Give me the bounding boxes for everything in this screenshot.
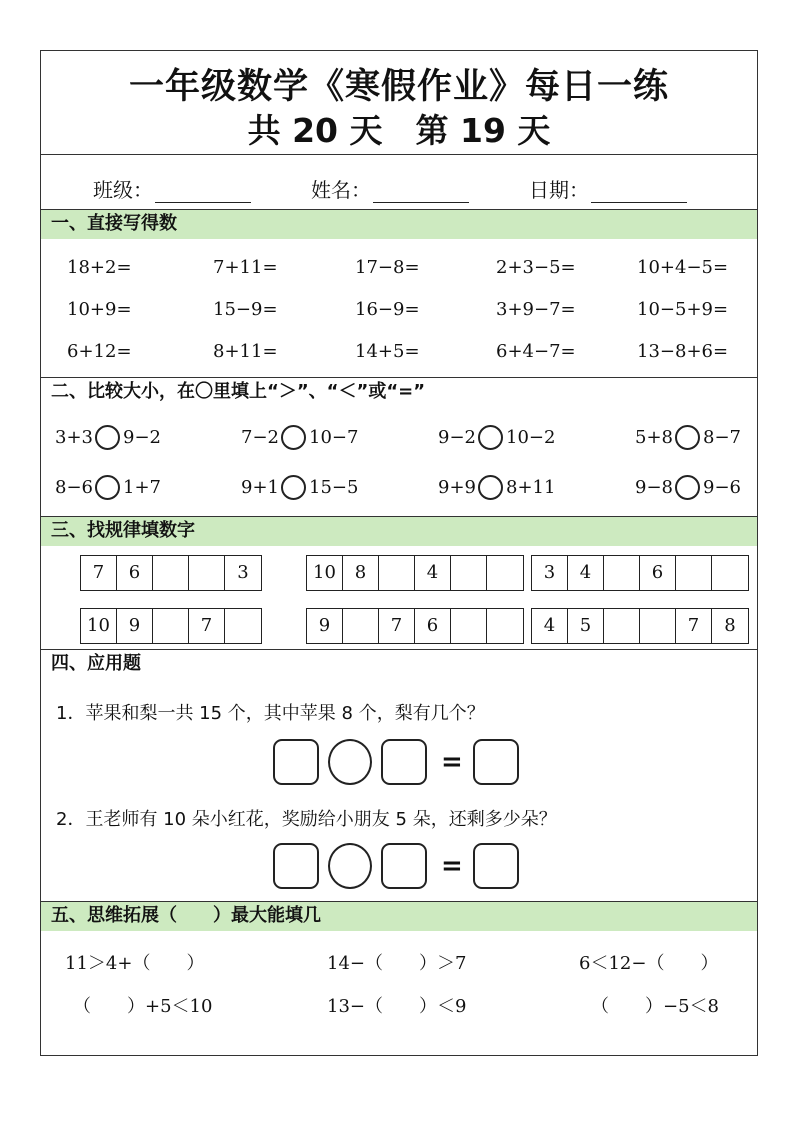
answer-box[interactable] xyxy=(381,843,427,889)
class-field[interactable] xyxy=(93,174,251,203)
section4-heading: 四、应用题 xyxy=(41,649,757,679)
sequence-cell[interactable]: 9 xyxy=(307,609,343,643)
arith-problem: 6+4−7= xyxy=(496,341,576,362)
comparison-right: 8+11 xyxy=(506,477,556,498)
inequality-item: 6＜12−（ ） xyxy=(579,953,719,974)
comparison-left: 9−8 xyxy=(635,477,673,498)
comparison-right: 9−2 xyxy=(123,427,161,448)
section3-heading: 三、找规律填数字 xyxy=(41,516,757,546)
inequality-item: （ ）−5＜8 xyxy=(591,996,719,1017)
sequence-cell[interactable]: 5 xyxy=(568,609,604,643)
worksheet xyxy=(40,50,758,1056)
sequence-cell[interactable] xyxy=(379,556,415,590)
result-box[interactable] xyxy=(473,843,519,889)
word-problem-2: 2．王老师有 10 朵小红花，奖励给小朋友 5 朵，还剩多少朵？ xyxy=(56,809,557,830)
section2-heading: 二、比较大小，在〇里填上“＞”、“＜”或“=” xyxy=(41,377,757,407)
arith-problem: 15−9= xyxy=(213,299,278,320)
name-blank[interactable] xyxy=(373,180,469,203)
result-box[interactable] xyxy=(473,739,519,785)
title-block xyxy=(41,51,757,155)
comparison-right: 1+7 xyxy=(123,477,161,498)
page-subtitle: 共 20 天 第 19 天 xyxy=(247,111,551,150)
number-sequence xyxy=(306,555,524,591)
sequence-cell[interactable] xyxy=(604,556,640,590)
comparison-right: 10−7 xyxy=(309,427,359,448)
comparison-item xyxy=(635,475,741,500)
sequence-cell[interactable] xyxy=(451,609,487,643)
sequence-cell[interactable]: 8 xyxy=(724,615,736,636)
answer-circle[interactable] xyxy=(281,425,306,450)
comparison-left: 9+9 xyxy=(438,477,476,498)
answer-equation-2 xyxy=(273,843,519,889)
comparison-item xyxy=(55,475,161,500)
sequence-cell[interactable] xyxy=(604,609,640,643)
arith-problem: 3+9−7= xyxy=(496,299,576,320)
number-sequence xyxy=(80,555,262,591)
arith-problem: 10+4−5= xyxy=(637,257,729,278)
answer-circle[interactable] xyxy=(675,475,700,500)
sequence-cell[interactable]: 4 xyxy=(532,609,568,643)
equals-sign: = xyxy=(441,851,463,881)
class-label: 班级： xyxy=(93,178,153,202)
inequality-item: 13−（ ）＜9 xyxy=(327,996,467,1017)
answer-equation-1 xyxy=(273,739,519,785)
arith-problem: 16−9= xyxy=(355,299,420,320)
sequence-cell[interactable] xyxy=(225,609,261,643)
sequence-cell[interactable]: 6 xyxy=(117,556,153,590)
sequence-cell[interactable] xyxy=(676,556,712,590)
comparison-left: 5+8 xyxy=(635,427,673,448)
answer-circle[interactable] xyxy=(95,425,120,450)
comparison-right: 9−6 xyxy=(703,477,741,498)
operator-circle[interactable] xyxy=(328,843,372,889)
arith-problem: 8+11= xyxy=(213,341,278,362)
comparison-left: 3+3 xyxy=(55,427,93,448)
name-label: 姓名： xyxy=(311,178,371,202)
arith-problem: 10+9= xyxy=(67,299,132,320)
sequence-cell[interactable] xyxy=(153,609,189,643)
arith-problem: 17−8= xyxy=(355,257,420,278)
sequence-cell[interactable]: 4 xyxy=(415,556,451,590)
sequence-cell[interactable] xyxy=(487,556,523,590)
name-field[interactable] xyxy=(311,174,469,203)
answer-box[interactable] xyxy=(273,843,319,889)
comparison-item xyxy=(438,475,555,500)
sequence-cell[interactable] xyxy=(487,609,523,643)
date-label: 日期： xyxy=(529,178,589,202)
sequence-cell[interactable]: 6 xyxy=(415,609,451,643)
number-sequence xyxy=(80,608,262,644)
sequence-cell[interactable]: 7 xyxy=(81,556,117,590)
answer-circle[interactable] xyxy=(675,425,700,450)
sequence-cell[interactable]: 7 xyxy=(189,609,225,643)
answer-circle[interactable] xyxy=(95,475,120,500)
sequence-cell[interactable] xyxy=(640,609,676,643)
number-sequence xyxy=(306,608,524,644)
sequence-cell[interactable]: 10 xyxy=(307,556,343,590)
class-blank[interactable] xyxy=(155,180,251,203)
comparison-item xyxy=(241,425,358,450)
sequence-cell[interactable] xyxy=(189,556,225,590)
sequence-cell[interactable]: 9 xyxy=(117,609,153,643)
sequence-cell[interactable]: 3 xyxy=(237,562,249,583)
number-sequence xyxy=(531,608,749,644)
comparison-item xyxy=(241,475,358,500)
arith-problem: 14+5= xyxy=(355,341,420,362)
comparison-right: 8−7 xyxy=(703,427,741,448)
comparison-left: 8−6 xyxy=(55,477,93,498)
sequence-cell[interactable] xyxy=(712,556,748,590)
equals-sign: = xyxy=(441,747,463,777)
sequence-cell[interactable]: 3 xyxy=(532,556,568,590)
sequence-cell[interactable]: 6 xyxy=(640,556,676,590)
sequence-cell[interactable]: 7 xyxy=(676,609,712,643)
arith-problem: 6+12= xyxy=(67,341,132,362)
comparison-right: 15−5 xyxy=(309,477,359,498)
comparison-item xyxy=(635,425,741,450)
sequence-cell[interactable]: 7 xyxy=(379,609,415,643)
inequality-item: 11＞4+（ ） xyxy=(65,953,205,974)
comparison-left: 9−2 xyxy=(438,427,476,448)
answer-circle[interactable] xyxy=(281,475,306,500)
arith-problem: 7+11= xyxy=(213,257,278,278)
comparison-item xyxy=(438,425,555,450)
inequality-item: （ ）+5＜10 xyxy=(73,996,213,1017)
comparison-left: 7−2 xyxy=(241,427,279,448)
sequence-cell[interactable]: 4 xyxy=(568,556,604,590)
answer-circle[interactable] xyxy=(478,475,503,500)
section5-heading: 五、思维拓展（ ）最大能填几 xyxy=(41,901,757,931)
comparison-item xyxy=(55,425,161,450)
date-field[interactable] xyxy=(529,174,687,203)
answer-box[interactable] xyxy=(273,739,319,785)
sequence-cell[interactable] xyxy=(343,609,379,643)
page-title: 一年级数学《寒假作业》每日一练 xyxy=(128,67,669,107)
arith-problem: 13−8+6= xyxy=(637,341,729,362)
arith-problem: 2+3−5= xyxy=(496,257,576,278)
arith-problem: 18+2= xyxy=(67,257,132,278)
number-sequence xyxy=(531,555,749,591)
operator-circle[interactable] xyxy=(328,739,372,785)
comparison-right: 10−2 xyxy=(506,427,556,448)
answer-box[interactable] xyxy=(381,739,427,785)
student-info-row xyxy=(41,154,757,209)
sequence-cell[interactable] xyxy=(153,556,189,590)
inequality-item: 14−（ ）＞7 xyxy=(327,953,467,974)
section1-heading: 一、直接写得数 xyxy=(41,209,757,239)
word-problem-1: 1．苹果和梨一共 15 个，其中苹果 8 个，梨有几个？ xyxy=(56,703,485,724)
answer-circle[interactable] xyxy=(478,425,503,450)
sequence-cell[interactable] xyxy=(451,556,487,590)
comparison-left: 9+1 xyxy=(241,477,279,498)
date-blank[interactable] xyxy=(591,180,687,203)
arith-problem: 10−5+9= xyxy=(637,299,729,320)
sequence-cell[interactable]: 10 xyxy=(81,609,117,643)
sequence-cell[interactable]: 8 xyxy=(343,556,379,590)
